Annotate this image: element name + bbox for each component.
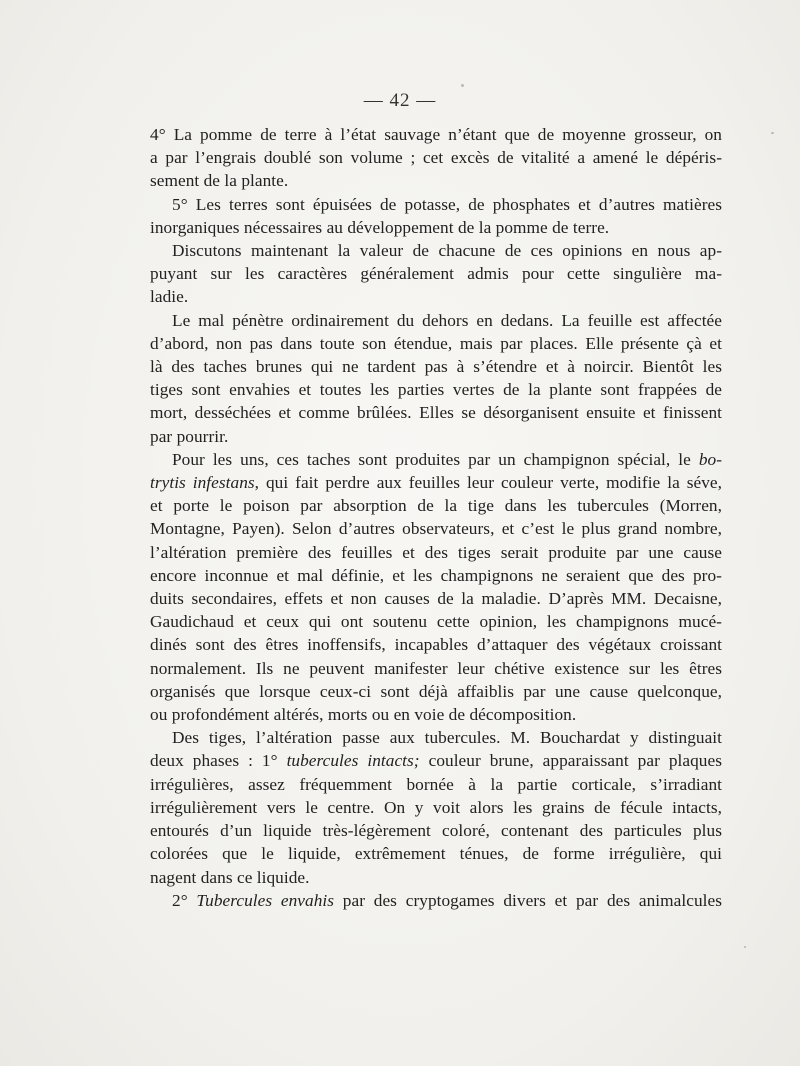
text-segment: par des cryptogames divers et par des animalcules	[334, 890, 722, 910]
text-line: Discutons maintenant la valeur de chacune de ces opinions en nous ap-	[172, 241, 722, 261]
text-line: Des tiges, l’altération passe aux tubercules. M. Bouchardat y distinguait	[172, 728, 722, 748]
text-line: duits secondaires, effets et non causes de la maladie. D’après MM. Decaisne,	[150, 589, 722, 609]
text-segment: couleur brune, apparaissant par plaques	[419, 751, 722, 771]
text-line: sement de la plante.	[150, 171, 289, 191]
text-segment: 2°	[172, 890, 197, 910]
italic-term: Tubercules envahis	[196, 890, 335, 910]
text-line: inorganiques nécessaires au développement de la pomme de terre.	[150, 217, 610, 237]
ink-speck	[771, 132, 774, 134]
text-line: par pourrir.	[150, 426, 229, 446]
text-line	[150, 749, 722, 772]
body-text	[150, 123, 722, 912]
text-line: encore inconnue et mal définie, et les champignons ne seraient que des pro-	[150, 565, 722, 585]
text-line: 5° Les terres sont épuisées de potasse, de phosphates et d’autres matières	[172, 194, 722, 214]
text-line: normalement. Ils ne peuvent manifester leur chétive existence sur les êtres	[150, 658, 722, 678]
text-line: 4° La pomme de terre à l’état sauvage n’étant que de moyenne grosseur, on	[150, 125, 722, 144]
italic-term: trytis infestans	[150, 473, 255, 493]
text-line: irrégulièrement vers le centre. On y voit alors les grains de fécule intacts,	[150, 797, 722, 817]
text-line: d’abord, non pas dans toute son étendue, mais par places. Elle présente çà et	[150, 333, 722, 353]
ink-speck	[461, 84, 464, 87]
text-line: a par l’engrais doublé son volume ; cet excès de vitalité a amené le dépéris-	[150, 148, 722, 168]
text-line: ladie.	[150, 287, 189, 307]
text-line: Montagne, Payen). Selon d’autres observateurs, et c’est le plus grand nombre,	[150, 519, 722, 539]
text-line: mort, desséchées et comme brûlées. Elles se désorganisent ensuite et finissent	[150, 403, 722, 423]
text-line: nagent dans ce liquide.	[150, 867, 310, 887]
text-line: ou profondément altérés, morts ou en voie de décomposition.	[150, 705, 577, 725]
text-line: Gaudichaud et ceux qui ont soutenu cette opinion, les champignons mucé-	[150, 612, 722, 632]
text-segment: , qui fait perdre aux feuilles leur couleur verte, modifie la séve,	[254, 473, 723, 493]
italic-term: bo-	[698, 449, 722, 469]
italic-term: tubercules intacts;	[286, 751, 420, 771]
text-line: l’altération première des feuilles et des tiges serait produite par une cause	[150, 542, 722, 562]
page-number: — 42 —	[363, 90, 437, 111]
text-line: et porte le poison par absorption de la tige dans les tubercules (Morren,	[150, 496, 722, 516]
text-line	[150, 471, 722, 494]
text-segment: Pour les uns, ces taches sont produites par un champignon spécial, le	[172, 449, 699, 469]
text-line: organisés que lorsque ceux-ci sont déjà affaiblis par une cause quelconque,	[150, 681, 722, 701]
text-segment: deux phases : 1°	[150, 751, 287, 771]
text-line	[150, 889, 722, 912]
text-line: puyant sur les caractères généralement admis pour cette singulière ma-	[150, 264, 722, 284]
text-line: entourés d’un liquide très-légèrement coloré, contenant des particules plus	[150, 821, 722, 841]
text-line: dinés sont des êtres inoffensifs, incapables d’attaquer des végétaux croissant	[150, 635, 722, 655]
text-line	[150, 448, 722, 471]
text-line: irrégulières, assez fréquemment bornée à la partie corticale, s’irradiant	[150, 774, 722, 794]
text-line: Le mal pénètre ordinairement du dehors en dedans. La feuille est affectée	[172, 310, 722, 330]
ink-speck	[744, 946, 746, 948]
text-line: là des taches brunes qui ne tardent pas à s’étendre et à noircir. Bientôt les	[150, 357, 722, 377]
text-line: tiges sont envahies et toutes les parties vertes de la plante sont frappées de	[150, 380, 722, 400]
text-line: colorées que le liquide, extrêmement ténues, de forme irrégulière, qui	[150, 844, 722, 864]
